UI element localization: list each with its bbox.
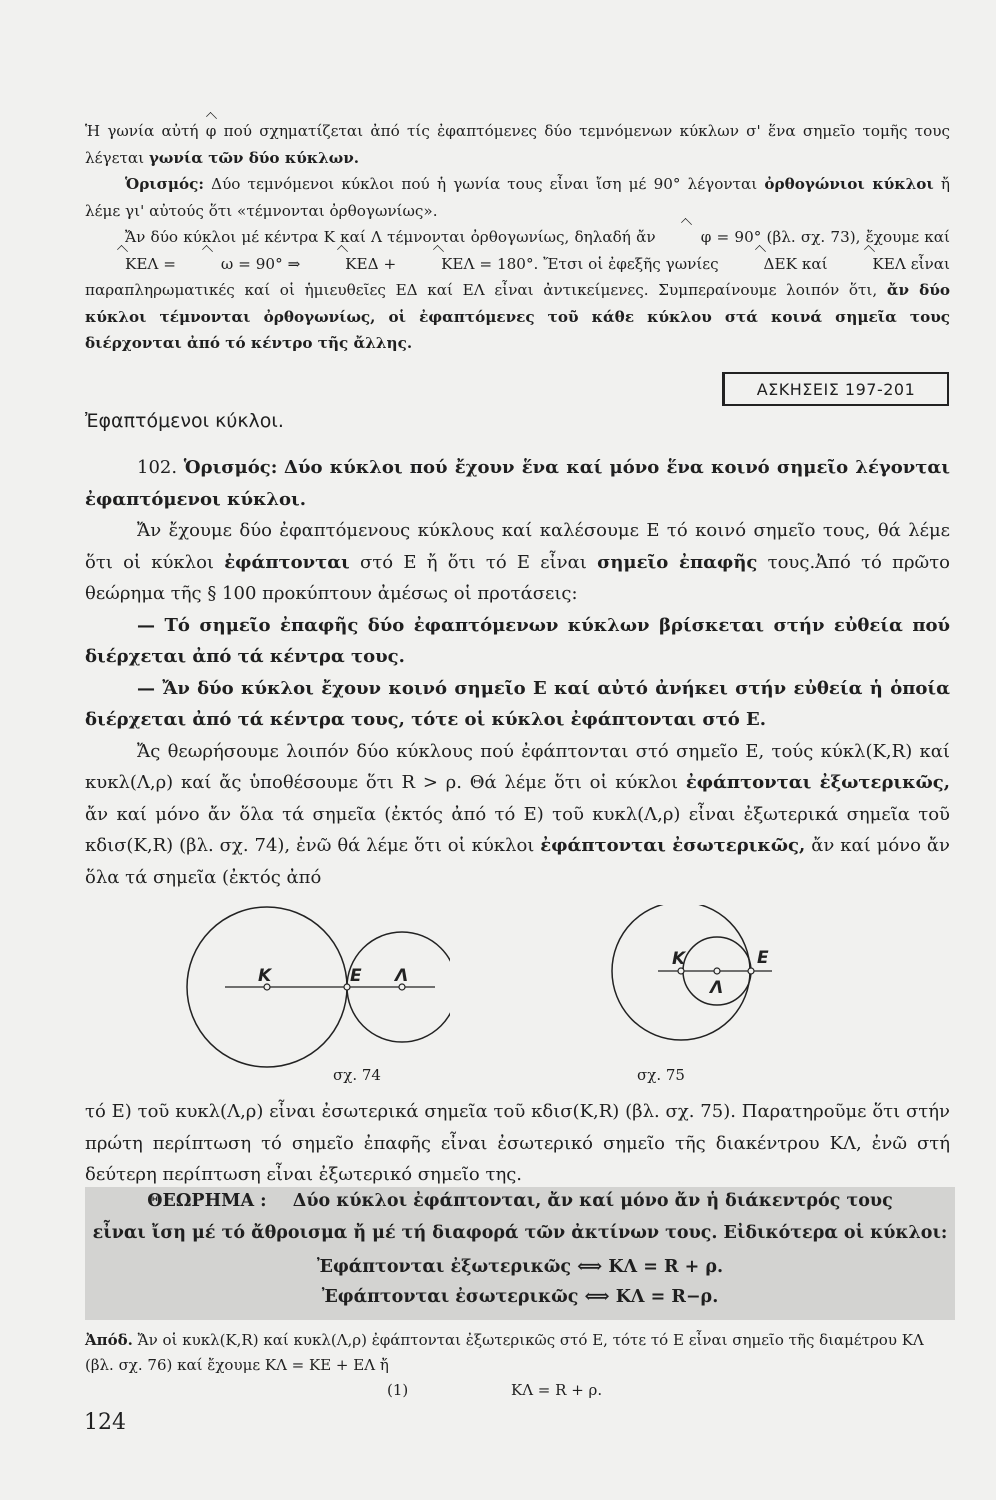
- text: ἤ λέμε γι' αὐτούς ὅτι «τέμνονται ὀρθογωνίως».: [85, 175, 951, 220]
- theorem-line-1: [85, 1191, 955, 1211]
- theorem-line-2: εἶναι ἴση μέ τό ἄθροισμα ἤ μέ τή διαφορά τῶν ἀκτίνων τους. Εἰδικότερα οἱ κύκλοι:: [92, 1223, 948, 1243]
- term-bold: ὀρθογώνιοι κύκλοι: [764, 175, 934, 193]
- text: τό Ε) τοῦ κυκλ(Λ,ρ) εἶναι ἐσωτερικά σημεῖα τοῦ κδισ(Κ,R) (βλ. σχ. 75). Παρατηροῦμε ὅτι στήν πρώτη περίπτωση τό σημεῖο ἐπαφῆς εἶναι ἐσωτερικό σημεῖο τῆς διακέντρου ΚΛ, ἐνῶ στή δεύτερη περίπτωση εἶναι ἐξωτερικό σημεῖο της.: [85, 1101, 950, 1185]
- angle: ΔΕΚ: [724, 251, 797, 278]
- text: Ἄν οἱ κυκλ(Κ,R) καί κυκλ(Λ,ρ) ἐφάπτονται ἐξωτερικῶς στό Ε, τότε τό Ε εἶναι σημεῖο τῆς διαμέτρου ΚΛ (βλ. σχ. 76) καί ἔχουμε ΚΛ = ΚΕ + ΕΛ ἤ: [85, 1331, 924, 1374]
- text: ἄν καί μόνο ἄν ὅλα τά σημεῖα (ἐκτός ἀπό: [85, 835, 950, 888]
- term-bold: ἐφάπτονται ἐξωτερικῶς,: [685, 772, 951, 793]
- section-number: 102.: [137, 457, 178, 478]
- theorem-statement: Δύο κύκλοι ἐφάπτονται, ἄν καί μόνο ἄν ἡ διάκεντρός τους: [292, 1191, 893, 1211]
- label-E: Ε: [757, 948, 769, 968]
- phi-symbol: φ: [661, 224, 712, 251]
- text: Ἡ γωνία αὐτή: [85, 122, 206, 140]
- label-L: Λ: [395, 966, 409, 986]
- text: ἄν καί μόνο ἄν ὅλα τά σημεῖα (ἐκτός ἀπό τό Ε) τοῦ κυκλ(Λ,ρ) εἶναι ἐξωτερικά σημεῖα τοῦ κδισ(Κ,R) (βλ. σχ. 74), ἐνῶ θά λέμε ὅτι οἱ κύκλοι: [85, 803, 950, 856]
- proof-label: Ἀπόδ.: [85, 1331, 133, 1349]
- text: = 180°. Ἔτσι οἱ ἐφεξῆς γωνίες: [474, 254, 724, 273]
- angle: ΚΕΔ: [305, 251, 378, 278]
- text: πού σχηματίζεται ἀπό τίς ἐφαπτόμενες δύο τεμνόμενων κύκλων σ' ἕνα σημεῖο τομῆς τους λέγεται: [85, 122, 951, 167]
- angle: ΚΕΛ: [401, 251, 474, 278]
- text: +: [378, 254, 402, 273]
- proof-block: [85, 1328, 950, 1403]
- term-bold: σημεῖο ἐπαφῆς: [597, 551, 758, 573]
- proposition-1: — Τό σημεῖο ἐπαφῆς δύο ἐφαπτόμενων κύκλων βρίσκεται στήν εὐθεία πού διέρχεται ἀπό τά κέντρα τους.: [85, 614, 950, 667]
- theorem-box: [85, 1187, 955, 1320]
- text: στό Ε ἤ ὅτι τό Ε εἶναι: [349, 551, 598, 573]
- caption-74: σχ. 74: [333, 1066, 381, 1084]
- label-K: Κ: [258, 966, 272, 986]
- point-L: [714, 968, 720, 974]
- label-K: Κ: [672, 949, 686, 969]
- figure-74: [180, 905, 450, 1070]
- section-heading: Ἐφαπτόμενοι κύκλοι.: [85, 410, 284, 432]
- term-bold: ἐφάπτονται: [224, 551, 350, 573]
- angle: ΚΕΛ: [832, 251, 905, 278]
- text: =: [158, 254, 181, 273]
- text: Ἄν δύο κύκλοι μέ κέντρα Κ καί Λ τέμνονται ὀρθογωνίως, δηλαδή ἄν: [125, 228, 661, 246]
- phi-symbol: φ: [206, 118, 217, 145]
- figure-75: [590, 905, 780, 1070]
- conclusion-bold: ἄν δύο κύκλοι τέμνονται ὀρθογωνίως, οἱ ἐφαπτόμενες τοῦ κάθε κύκλου στά κοινά σημεῖα τους διέρχονται ἀπό τό κέντρο τῆς ἄλλης.: [85, 281, 950, 352]
- theorem-external: Ἐφάπτονται ἐξωτερικῶς ⟺ ΚΛ = R + ρ.: [316, 1257, 724, 1277]
- term-bold: ἐφάπτονται ἐσωτερικῶς,: [540, 835, 806, 856]
- page-number: 124: [84, 1410, 126, 1435]
- theorem-internal: Ἐφάπτονται ἐσωτερικῶς ⟺ ΚΛ = R−ρ.: [321, 1287, 719, 1307]
- definition-text: Δύο κύκλοι πού ἔχουν ἕνα καί μόνο ἕνα κοινό σημεῖο λέγονται ἐφαπτόμενοι κύκλοι.: [85, 457, 950, 510]
- theorem-label: ΘΕΩΡΗΜΑ :: [147, 1191, 267, 1211]
- text: εἶναι παραπληρωματικές καί οἱ ἡμιευθεῖες ΕΔ καί ΕΛ εἶναι ἀντικείμενες. Συμπεραίνουμε λοιπόν ὅτι,: [85, 254, 950, 299]
- proposition-2: — Ἄν δύο κύκλοι ἔχουν κοινό σημεῖο Ε καί αὐτό ἀνήκει στήν εὐθεία ἡ ὁποία διέρχεται ἀπό τά κέντρα τους, τότε οἱ κύκλοι ἐφάπτονται στό Ε.: [85, 677, 950, 730]
- text: Ἄν ἔχουμε δύο ἐφαπτόμενους κύκλους καί καλέσουμε Ε τό κοινό σημεῖο τους, θά λέμε ὅτι οἱ κύκλοι: [85, 520, 950, 573]
- exercises-box: ΑΣΚΗΣΕΙΣ 197-201: [722, 372, 949, 406]
- text: Ἄς θεωρήσουμε λοιπόν δύο κύκλους πού ἐφάπτονται στό σημεῖο Ε, τούς κύκλ(Κ,R) καί κυκλ(Λ,ρ) καί ἄς ὑποθέσουμε ὅτι R > ρ. Θά λέμε ὅτι οἱ κύκλοι: [85, 740, 950, 793]
- text: = 90° (βλ. σχ. 73), ἔχουμε καί: [711, 228, 950, 246]
- section-102: [85, 452, 950, 893]
- caption-75: σχ. 75: [637, 1066, 685, 1084]
- intro-paragraph: [85, 118, 950, 357]
- equation: ΚΛ = R + ρ.: [511, 1381, 603, 1399]
- definition-label: Ὁρισμός:: [183, 457, 278, 478]
- point-E: [748, 968, 754, 974]
- text: = 90° ⇒: [233, 254, 306, 273]
- text: τους.Ἀπό τό πρῶτο θεώρημα τῆς § 100 προκύπτουν ἀμέσως οἱ προτάσεις:: [85, 551, 950, 604]
- label-L: Λ: [710, 978, 724, 998]
- definition-label: Ὁρισμός:: [125, 175, 204, 193]
- text: Δύο τεμνόμενοι κύκλοι πού ἡ γωνία τους εἶναι ἴση μέ 90° λέγονται: [203, 175, 765, 193]
- text: καί: [796, 254, 833, 273]
- term-bold: γωνία τῶν δύο κύκλων.: [148, 148, 360, 167]
- equation-number: (1): [387, 1381, 409, 1399]
- label-E: Ε: [350, 966, 362, 986]
- angle: ΚΕΛ: [85, 251, 158, 278]
- omega-symbol: ω: [181, 251, 233, 278]
- paragraph-after-figures: [85, 1096, 950, 1191]
